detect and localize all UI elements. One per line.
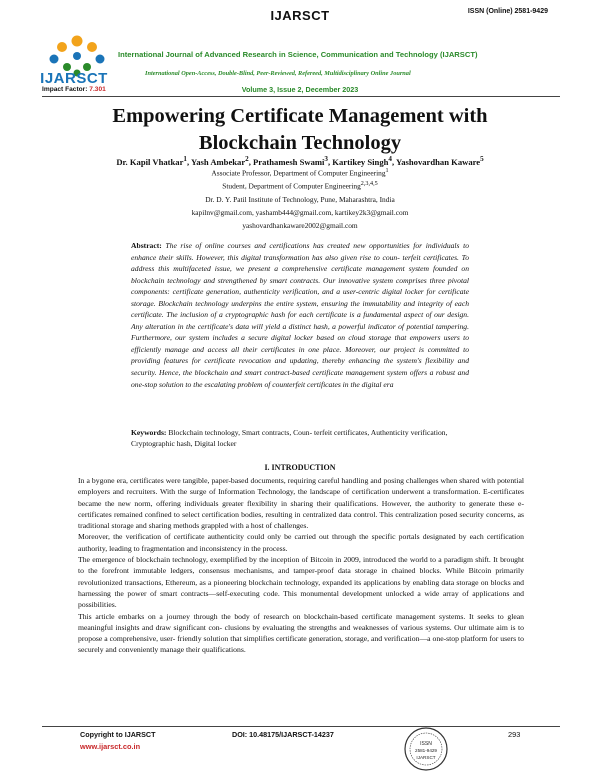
seal-text: 2581-9429: [415, 748, 437, 753]
affiliation-1: Associate Professor, Department of Computer Engineering$^1$: [211, 168, 389, 178]
section-heading: I. INTRODUCTION: [264, 463, 336, 472]
journal-seal-icon: [403, 726, 449, 772]
abstract-label: Abstract:: [131, 241, 162, 250]
impact-label: Impact Factor:: [42, 86, 88, 93]
title-line-2: Blockchain Technology: [198, 132, 402, 154]
paragraph: This article embarks on a journey through the body of research on blockchain-based certificate management systems. It seeks to glean meaningful insights and draw significant con- clusions by evaluating the strengths and weaknesses of various systems. Our ultimate aim is to propose a comprehensive, user- friendly solution that simplifies certificate generation, storage, and verification—a one-stop platform for users to securely and conveniently manage their qualifications.: [78, 611, 524, 655]
journal-full-title: International Journal of Advanced Research in Science, Communication and Technology (IJARSCT): [118, 50, 478, 59]
emails-line-2: yashovardhankaware2002@gmail.com: [242, 221, 358, 230]
institute: Dr. D. Y. Patil Institute of Technology, Pune, Maharashtra, India: [205, 195, 395, 204]
journal-tagline: International Open-Access, Double-Blind, Peer-Reviewed, Refereed, Multidisciplinary Online Journal: [145, 70, 411, 77]
impact-value: 7.301: [89, 86, 106, 93]
footer-url[interactable]: www.ijarsct.co.in: [80, 742, 141, 751]
emails-line-1: kapilnv@gmail.com, yashamb444@gmail.com, kartikey2k3@gmail.com: [191, 208, 409, 217]
journal-short-title: IJARSCT: [270, 8, 330, 23]
title-line-1: Empowering Certificate Management with: [112, 105, 488, 127]
author: Kartikey Singh$^4$: [332, 155, 392, 167]
keywords-text: Blockchain technology, Smart contracts, Coun- terfeit certificates, Authenticity verification, Cryptographic hash, Digital locker: [131, 428, 448, 448]
keywords: [131, 427, 471, 449]
paragraph: Moreover, the verification of certificate authenticity could only be carried out through the specific portals designated by each certification authority, leading to fragmentation and inconsistency in the process.: [78, 532, 524, 553]
footer-doi: DOI: 10.48175/IJARSCT-14237: [232, 730, 334, 739]
author-list: Dr. Kapil Vhatkar$^1$, Yash Ambekar$^2$, Prathamesh Swami$^3$, Kartikey Singh$^4$, Yashovardhan Kaware$^5$: [116, 155, 484, 167]
keywords-label: Keywords:: [131, 428, 167, 437]
intro-body: [78, 475, 524, 656]
abstract-text: The rise of online courses and certifications has created new opportunities for individuals to enhance their skills. However, this digital transformation has also given rise to coun- terfeit certificates. To address this multifaceted issue, we present a comprehensive certificate management system founded on blockchain technology and strengthened by smart contracts. Our innovative system comprises three pivotal components: certificate generation, authenticity verification, and a user-centric digital locker for certificate storage. Blockchain technology underpins the entire system, ensuring the immutability and integrity of each certificate. The inclusion of a cryptographic hash for each certificate is a fundamental aspect of our design. Any alteration in the certificate's data will yield a distinct hash, a powerful indicator of potential tampering. Furthermore, our system includes a secure digital locker based on cloud storage that empowers users to efficiently manage and access all their certificates in one place. Moreover, our project is committed to providing features for certificate revocation and updating, thereby enhancing the system's flexibility and security. Hence, the blockchain and smart contract-based certificate management system offers a robust and one-stop solution to the escalating problem of counterfeit certificates in the digital era: [131, 241, 469, 389]
seal-text: IJARSCT: [416, 755, 436, 760]
paragraph: In a bygone era, certificates were tangible, paper-based documents, requiring careful handling and posing challenges when shared with potential employers and recruiters. With the surge of Information Technology, the landscape of certification underwent a transformation. E-certificates became the new norm, offering individuals greater flexibility in sharing their qualifications. However, the authority to generate these e-certificates remained confined to select certification bodies, resulting in centralized data control. This centralization posed security concerns, as traditional storage and sharing methods grappled with a host of challenges.: [78, 476, 524, 531]
abstract: [131, 240, 469, 390]
author: Yashovardhan Kaware$^5$: [395, 155, 484, 167]
affiliation-2: Student, Department of Computer Engineering$^{2,3,4,5}$: [222, 181, 378, 191]
logo-text: IJARSCT: [40, 70, 108, 87]
author: Yash Ambekar$^2$: [190, 155, 249, 167]
author: Prathamesh Swami$^3$: [253, 155, 328, 167]
footer-divider: [42, 726, 560, 727]
author: Dr. Kapil Vhatkar$^1$: [116, 155, 187, 167]
page-number: 293: [508, 730, 521, 739]
header-divider: [42, 96, 560, 97]
seal-text: ISSN: [420, 741, 432, 747]
paragraph: The emergence of blockchain technology, exemplified by the inception of Bitcoin in 2009, introduced the world to a paradigm shift. It brought to the forefront immutable ledgers, consensus mechanisms, and tamper-proof data storage in chained blocks. While Bitcoin primarily revolutionized transactions, Ethereum, as a pioneering blockchain technology, expanded its applications by enabling data storage on blocks and harnessing the power of smart contracts—self-executing code. This monumental development unlocked a wide array of applications and possibilities.: [78, 555, 524, 610]
footer-copyright: Copyright to IJARSCT: [80, 730, 156, 739]
volume-issue: Volume 3, Issue 2, December 2023: [241, 85, 359, 94]
issn: ISSN (Online) 2581-9429: [467, 8, 548, 15]
paper-title: [60, 103, 540, 157]
